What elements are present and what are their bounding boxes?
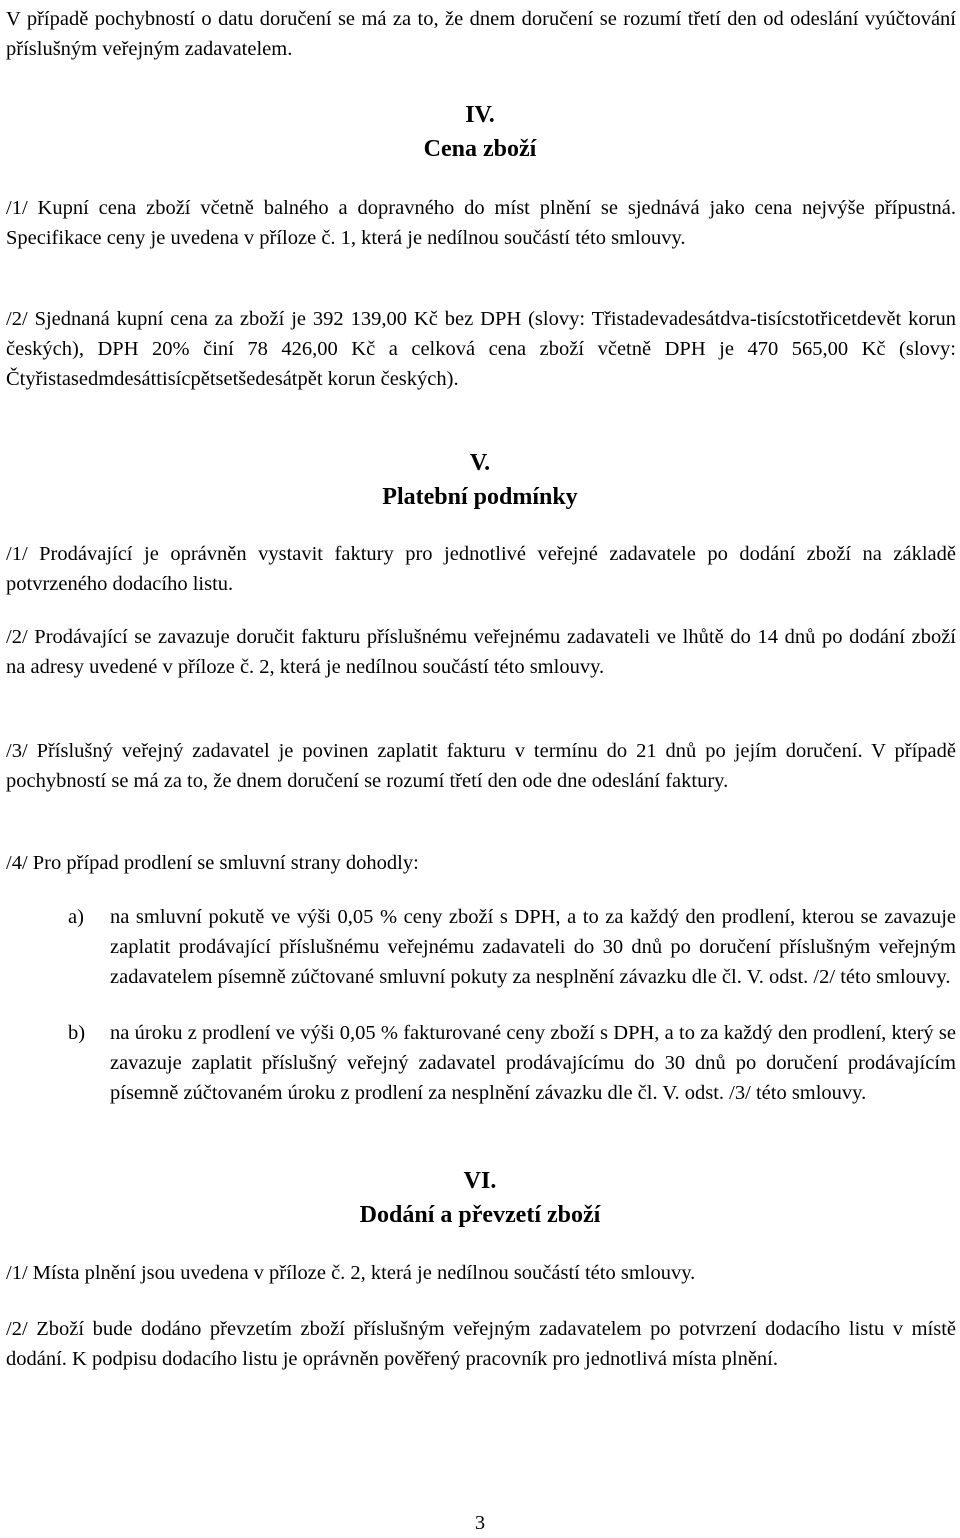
list-item-label: a): [68, 906, 84, 928]
section-6-number: VI.: [463, 1168, 497, 1194]
list-item-text: na smluvní pokutě ve výši 0,05 % ceny zboží s DPH, a to za každý den prodlení, kterou se zavazuje zaplatit prodávající příslušnému veřejnému zadavateli do 30 dnů po doručení příslušným veřejným zadavatelem písemně zúčtované smluvní pokuty za nesplnění závazku dle čl. V. odst. /2/ této smlouvy.: [110, 906, 956, 988]
section-6-paragraph-2: /2/ Zboží bude dodáno převzetím zboží příslušným veřejným zadavatelem po potvrzení dodacího listu v místě dodání. K podpisu dodacího listu je oprávněn pověřený pracovník pro jednotlivá místa plnění.: [6, 1318, 956, 1370]
section-5-paragraph-3: /3/ Příslušný veřejný zadavatel je povinen zaplatit fakturu v termínu do 21 dnů po jejím doručení. V případě pochybností se má za to, že dnem doručení se rozumí třetí den ode dne odeslání faktury.: [6, 740, 956, 792]
section-4-number: IV.: [465, 102, 495, 128]
section-6-paragraph-1: /1/ Místa plnění jsou uvedena v příloze č. 2, která je nedílnou součástí této smlouvy.: [6, 1262, 696, 1284]
section-6-title: Dodání a převzetí zboží: [359, 1202, 601, 1228]
list-item-a: [6, 902, 956, 992]
section-5-number: V.: [469, 450, 491, 476]
list-item-label: b): [68, 1022, 86, 1044]
intro-paragraph: V případě pochybností o datu doručení se má za to, že dnem doručení se rozumí třetí den od odeslání vyúčtování příslušným veřejným zadavatelem.: [6, 8, 956, 60]
section-4-paragraph-2: /2/ Sjednaná kupní cena za zboží je 392 139,00 Kč bez DPH (slovy: Třistadevadesátdva-tisícstotřicetdevět korun českých), DPH 20% činí 78 426,00 Kč a celková cena zboží včetně DPH je 470 565,00 Kč (slovy: Čtyřistasedmdesáttisícpětsetšedesátpět korun českých).: [6, 308, 956, 390]
section-5-paragraph-4: /4/ Pro případ prodlení se smluvní strany dohodly:: [6, 852, 419, 874]
section-5-title: Platební podmínky: [382, 484, 578, 510]
section-4-title: Cena zboží: [423, 136, 537, 162]
page-number: 3: [474, 1512, 486, 1534]
list-item-text: na úroku z prodlení ve výši 0,05 % fakturované ceny zboží s DPH, a to za každý den prodlení, který se zavazuje zaplatit příslušný veřejný zadavatel prodávajícímu do 30 dnů po doručení prodávajícím písemně zúčtovaném úroku z prodlení za nesplnění závazku dle čl. V. odst. /3/ této smlouvy.: [110, 1022, 956, 1104]
section-5-paragraph-1: /1/ Prodávající je oprávněn vystavit faktury pro jednotlivé veřejné zadavatele po dodání zboží na základě potvrzeného dodacího listu.: [6, 543, 956, 595]
section-5-paragraph-2: /2/ Prodávající se zavazuje doručit fakturu příslušnému veřejnému zadavateli ve lhůtě do 14 dnů po dodání zboží na adresy uvedené v příloze č. 2, která je nedílnou součástí této smlouvy.: [6, 626, 956, 678]
list-item-b: [6, 1018, 956, 1108]
section-4-paragraph-1: /1/ Kupní cena zboží včetně balného a dopravného do míst plnění se sjednává jako cena nejvýše přípustná. Specifikace ceny je uvedena v příloze č. 1, která je nedílnou součástí této smlouvy.: [6, 197, 956, 249]
